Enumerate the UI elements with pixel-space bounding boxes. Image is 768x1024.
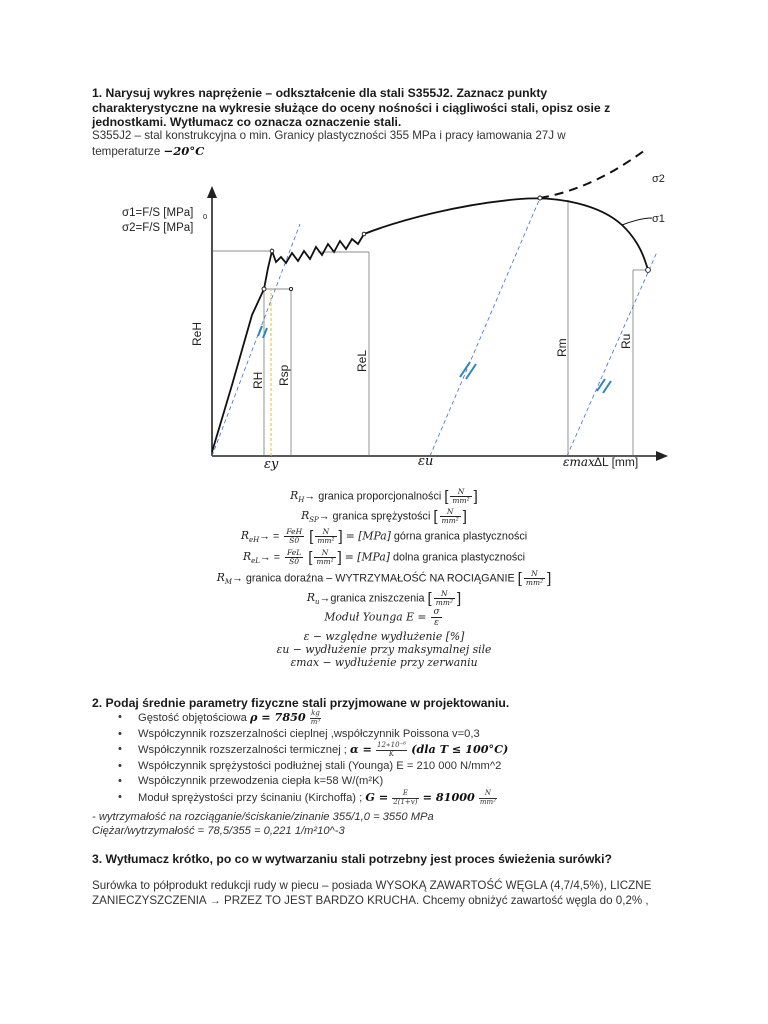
point-Ru xyxy=(646,268,651,273)
label-eps-u: εu xyxy=(418,454,434,469)
legend-eps: ε − względne wydłużenie [%] xyxy=(303,630,465,643)
question-2-title: 2. Podaj średnie parametry fizyczne stali przyjmowane w projektowaniu. xyxy=(92,696,510,710)
question-1-title: 1. Narysuj wykres naprężenie – odkształcenie dla stali S355J2. Zaznacz punkty charakterystyczne na wykresie służące do oceny nośności i ciągliwości stali, opisz osie z jednostkami. Wytłumacz co oznacza oznaczenie stali. xyxy=(92,86,611,129)
param-density: • Gęstość objętościowa ρ = 7850 $\frac{kg}{\text{m³}}$ xyxy=(92,710,652,727)
elastic-offset-line-1 xyxy=(212,224,300,456)
sigma1-label: σ1 xyxy=(652,213,665,225)
steel-description: S355J2 – stal konstrukcyjna o min. Granicy plastyczności 355 MPa i pracy łamowania 27J w temperaturze xyxy=(92,129,566,158)
legend-RH-symbol: $R_H$ xyxy=(290,489,305,505)
legend-Ru: $R_u\to granica$ zniszczenia [ $\frac{N}{\text{mm²}}$ ] xyxy=(306,589,462,607)
parallel-mark-1a xyxy=(258,326,262,336)
y-axis-label-1-sub: 0 xyxy=(203,212,208,221)
physical-parameters-list xyxy=(92,710,652,807)
legend-RSP-text: granica sprężystości xyxy=(332,510,431,523)
parallel-mark-3b xyxy=(603,381,611,393)
point-ReH xyxy=(270,249,274,253)
legend-ReH-text: górna granica plastyczności xyxy=(393,530,528,543)
label-Rm: Rm xyxy=(555,338,569,357)
legend-Ru-text: granica zniszczenia xyxy=(330,592,425,605)
sigma1-leader xyxy=(622,218,652,225)
label-ReH: ReH xyxy=(190,321,204,346)
label-Ru: Ru xyxy=(619,333,633,349)
legend-ReH-symbol: $R_{eH}$ xyxy=(240,529,260,545)
legend-RM-text: granica doraźna – WYTRZYMAŁOŚĆ NA ROCIĄGANIE xyxy=(245,572,515,585)
label-Rsp: Rsp xyxy=(277,364,291,386)
label-ReL: ReL xyxy=(355,349,369,372)
x-axis-arrow xyxy=(656,451,668,461)
weight-strength-note: Ciężar/wytrzymałość = 78,5/355 = 0,221 1/m²10^-3 xyxy=(92,825,345,837)
param-conductivity: • Współczynnik przewodzenia ciepła k=58 W/(m²K) xyxy=(92,774,652,790)
x-axis-label: ΔL [mm] xyxy=(594,455,639,469)
point-Rm xyxy=(538,196,542,200)
y-axis-label-2: σ2=F/S [MPa] xyxy=(122,222,194,234)
legend-ReL-symbol: $R_{eL}$ xyxy=(242,550,260,566)
stress-curve-sigma2 xyxy=(540,150,645,198)
param-thermal-poisson: • Współczynnik rozszerzalności cieplnej ,współczynnik Poissona v=0,3 xyxy=(92,727,652,743)
param-kirchhoff: • Moduł sprężystości przy ścinaniu (Kirchoffa) ; G = $\frac{E}{2(1+v)}$ = 81000 $\frac{N}{\text{mm²}}$ xyxy=(92,790,652,807)
legend-eps-max: εmax − wydłużenie przy zerwaniu xyxy=(290,656,478,669)
label-eps-y: εy xyxy=(264,457,279,472)
legend-RM-symbol: $R_M$ xyxy=(216,571,233,587)
temperature-value: −20°C xyxy=(163,143,205,158)
legend-eps-u: εu − wydłużenie przy maksymalnej sile xyxy=(276,643,492,656)
legend-RH: $R_H\to$ granica proporcjonalności [ $\frac{N}{\text{mm²}}$ ] xyxy=(290,487,478,505)
legend-young: Moduł Younga E = $\frac{\sigma}{\varepsilon}$ xyxy=(324,607,440,628)
label-RH: RH xyxy=(251,371,265,389)
legend-ReL: $R_{eL}\to$ = $\frac{\text{FeL}}{S0}$ [ $\frac{N}{\text{mm²}}$ ] = [MPa] dolna granica plastyczności xyxy=(242,548,526,566)
legend-RM: $R_M\to$ granica doraźna – WYTRZYMAŁOŚĆ NA ROCIĄGANIE [ $\frac{N}{\text{mm²}}$ ] xyxy=(216,569,552,587)
param-young: • Współczynnik sprężystości podłużnej stali (Younga) E = 210 000 N/mm^2 xyxy=(92,759,652,775)
question-3-answer: Surówka to półprodukt redukcji rudy w piecu – posiada WYSOKĄ ZAWARTOŚĆ WĘGLA (4,7/4,5%), LICZNE ZANIECZYSZCZENIA → PRZEZ TO JEST BARDZO KRUCHA. Chcemy obniżyć zawartość węgla do 0,2% , xyxy=(92,879,652,907)
point-ReL xyxy=(362,232,366,236)
stress-strain-figure xyxy=(0,0,768,480)
parallel-mark-1b xyxy=(263,328,267,338)
elastic-offset-line-2 xyxy=(430,198,540,456)
stress-curve-sigma1 xyxy=(212,198,648,452)
label-eps-max: εmax xyxy=(563,455,595,469)
question-3-title: 3. Wytłumacz krótko, po co w wytwarzaniu stali potrzebny jest proces świeżenia surówki? xyxy=(92,852,612,866)
strength-note: - wytrzymałość na rozciąganie/ściskanie/zinanie 355/1,0 = 3550 MPa xyxy=(92,811,434,823)
point-RH xyxy=(262,287,266,291)
legend-RH-text: granica proporcjonalności xyxy=(318,490,442,503)
param-alpha: • Współczynnik rozszerzalności termicznej ; α = $\frac{\text{12∗10⁻⁶}}{K}$ (dla T ≤ 100°C) xyxy=(92,742,652,759)
point-Rsp xyxy=(289,287,292,290)
y-axis-label-1: σ1=F/S [MPa] xyxy=(122,207,194,219)
legend-Ru-symbol: $R_u$ xyxy=(306,591,320,607)
legend-RSP-symbol: $R_{SP}$ xyxy=(301,509,319,525)
legend-RSP: $R_{SP}\to$ granica sprężystości [ $\frac{N}{\text{mm²}}$ ] xyxy=(301,507,467,525)
sigma2-label: σ2 xyxy=(652,173,665,185)
legend-ReH: $R_{eH}\to$ = $\frac{\text{FeH}}{S0}$ [ $\frac{N}{\text{mm²}}$ ] = [MPa] górna granica plastyczności xyxy=(240,527,528,545)
y-axis-arrow xyxy=(207,186,217,198)
legend-ReL-text: dolna granica plastyczności xyxy=(392,551,526,564)
elastic-offset-line-3 xyxy=(567,252,657,456)
